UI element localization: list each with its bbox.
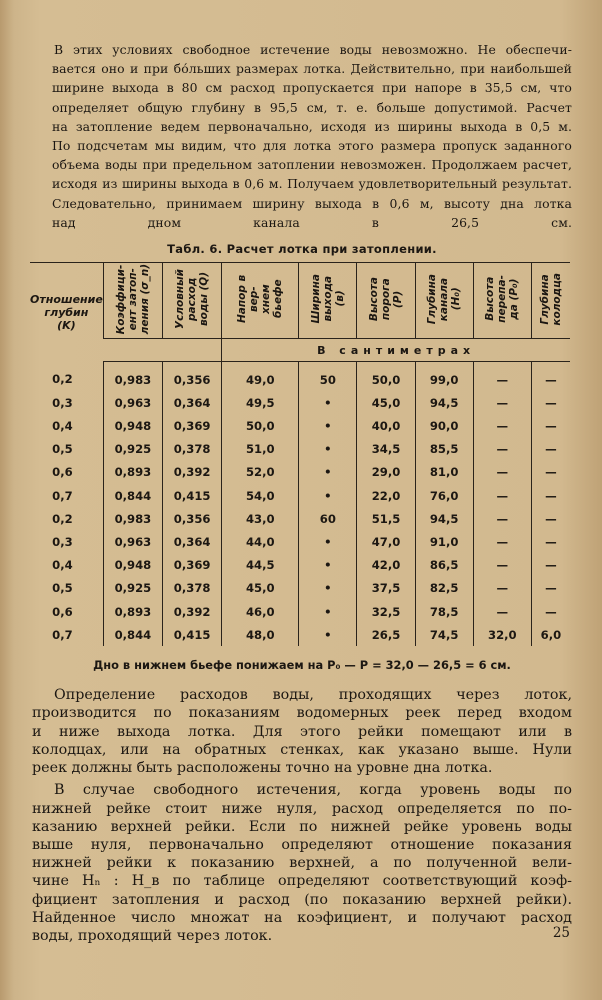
table-cell: 0,6	[52, 604, 73, 619]
table-row	[30, 577, 570, 600]
table-units-row	[30, 339, 570, 362]
table-cell: 0,378	[163, 438, 222, 461]
table-cell: 0,5	[52, 581, 73, 596]
table-cell: 22,0	[357, 484, 415, 507]
table-row	[30, 600, 570, 623]
table-row	[30, 507, 570, 530]
table-cell: 60	[299, 507, 357, 530]
table-cell: —	[531, 391, 570, 414]
text-line: над дном канала в 26,5 см.	[52, 214, 572, 230]
column-header-label: Высота порога (P)	[368, 276, 405, 322]
table-cell: 78,5	[415, 600, 473, 623]
table-cell: 94,5	[415, 507, 473, 530]
table-cell: 50,0	[222, 414, 299, 437]
column-header	[415, 263, 473, 339]
table-cell: 0,2	[52, 511, 73, 526]
table-cell: 0,6	[52, 465, 73, 480]
table-cell: —	[531, 600, 570, 623]
text-line: объема воды при предельном затоплении невозможен. Продолжаем расчет,	[52, 157, 572, 173]
table-cell: 0,392	[163, 600, 222, 623]
table-cell: 37,5	[357, 577, 415, 600]
table-cell: 0,3	[52, 395, 73, 410]
column-header	[473, 263, 531, 339]
table-row	[30, 554, 570, 577]
text-line: воды, проходящий через лоток.	[32, 927, 273, 944]
table-cell: 0,5	[52, 442, 73, 457]
table-cell: •	[299, 484, 357, 507]
column-header	[222, 263, 299, 339]
table-cell: •	[299, 530, 357, 553]
text-line: выше нуля, первоначально определяют отношение показания	[32, 836, 572, 853]
table-cell: 0,963	[103, 391, 162, 414]
table-cell: —	[531, 554, 570, 577]
text-line: Определение расходов воды, проходящих через лоток,	[54, 687, 572, 704]
table-cell: —	[531, 577, 570, 600]
table-row	[30, 484, 570, 507]
table-cell: 50	[299, 362, 357, 392]
table-cell: 0,3	[52, 534, 73, 549]
table-cell: 0,983	[103, 507, 162, 530]
table-cell: 42,0	[357, 554, 415, 577]
table-cell: —	[473, 362, 531, 392]
table-cell: 51,0	[222, 438, 299, 461]
text-line: исходя из ширины выхода в 0,6 м. Получаем удовлетворительный результат.	[52, 176, 572, 192]
units-label: В сантиметрах	[222, 339, 570, 362]
column-header	[531, 263, 570, 339]
paragraph-free-flow	[32, 781, 572, 945]
table-header-row	[30, 263, 570, 339]
text-line: нижней рейки к показанию верхней, а по полученной вели-	[32, 855, 572, 872]
table-cell: 40,0	[357, 414, 415, 437]
table-cell: 52,0	[222, 461, 299, 484]
table-cell: •	[299, 414, 357, 437]
table-cell: 0,844	[103, 623, 162, 646]
table-cell: —	[473, 484, 531, 507]
table-row	[30, 623, 570, 646]
table-cell: —	[473, 530, 531, 553]
table-cell: 82,5	[415, 577, 473, 600]
table-cell: 44,5	[222, 554, 299, 577]
table-cell: 99,0	[415, 362, 473, 392]
table-cell: —	[531, 484, 570, 507]
table-cell: 51,5	[357, 507, 415, 530]
table-cell: 32,5	[357, 600, 415, 623]
text-line: казанию верхней рейки. Если по нижней рейке уровень воды	[32, 818, 572, 835]
table-cell: 85,5	[415, 438, 473, 461]
table-body	[30, 362, 570, 647]
column-header	[163, 263, 222, 339]
table-cell: 45,0	[222, 577, 299, 600]
column-header-label: Высота перепа- да (P₀)	[484, 275, 521, 323]
text-line: В этих условиях свободное истечение воды невозможно. Не обеспечи-	[54, 42, 572, 57]
text-line: колодцах, или на обратных стенках, как указано выше. Нули	[32, 741, 572, 758]
table-cell: 32,0	[473, 623, 531, 646]
table-cell: 0,356	[163, 507, 222, 530]
column-header	[357, 263, 415, 339]
text-line: и ниже выхода лотка. Для этого рейки помещают или в	[32, 723, 572, 740]
column-header-label: Коэффици- ент затоп- ления (σ_n)	[114, 263, 151, 335]
table-cell: 49,0	[222, 362, 299, 392]
table-cell: 0,893	[103, 600, 162, 623]
table-title: Табл. 6. Расчет лотка при затоплении.	[167, 242, 437, 257]
table-cell: 48,0	[222, 623, 299, 646]
table-cell: •	[299, 438, 357, 461]
text-line: Следовательно, принимаем ширину выхода в 0,6 м, высоту дна лотка	[52, 195, 572, 211]
table-cell: —	[473, 461, 531, 484]
table-cell: 0,369	[163, 414, 222, 437]
text-line: В случае свободного истечения, когда уровень воды по	[54, 782, 572, 799]
table-cell: 44,0	[222, 530, 299, 553]
table-cell: 0,364	[163, 391, 222, 414]
table-cell: 0,4	[52, 558, 73, 573]
table-cell: 90,0	[415, 414, 473, 437]
column-header-label: Напор в вер- хнем бьефе	[236, 274, 285, 324]
table-cell: 34,5	[357, 438, 415, 461]
text-line: По подсчетам мы видим, что для лотка этого размера пропуск заданного	[52, 138, 572, 154]
table-cell: —	[473, 438, 531, 461]
table-cell: 50,0	[357, 362, 415, 392]
table-row	[30, 391, 570, 414]
table-cell: —	[531, 414, 570, 437]
table-cell: 26,5	[357, 623, 415, 646]
page-number: 25	[552, 925, 570, 941]
table-cell: •	[299, 577, 357, 600]
table-note: Дно в нижнем бьефе понижаем на P₀ — P = 32,0 — 26,5 = 6 см.	[93, 658, 511, 673]
table-cell: 0,364	[163, 530, 222, 553]
table-cell: •	[299, 391, 357, 414]
table-cell: —	[473, 507, 531, 530]
table-cell: 43,0	[222, 507, 299, 530]
table-cell: 29,0	[357, 461, 415, 484]
table-cell: 45,0	[357, 391, 415, 414]
column-header-label: Ширина выхода (в)	[309, 274, 346, 324]
text-line: реек должны быть расположены точно на уровне дна лотка.	[32, 760, 493, 777]
table-cell: —	[473, 600, 531, 623]
table-cell: 0,963	[103, 530, 162, 553]
paragraph-measurement	[32, 686, 572, 777]
column-header	[30, 263, 103, 362]
table-cell: 0,415	[163, 484, 222, 507]
table-cell: •	[299, 623, 357, 646]
table-cell: •	[299, 554, 357, 577]
table-cell: 94,5	[415, 391, 473, 414]
table-row	[30, 438, 570, 461]
table-cell: 54,0	[222, 484, 299, 507]
table-cell: 0,4	[52, 419, 73, 433]
table-cell: —	[473, 391, 531, 414]
column-header-label: Глубина канала (H₀)	[426, 273, 463, 325]
table-cell: —	[531, 438, 570, 461]
table-cell: 0,378	[163, 577, 222, 600]
table-cell: 91,0	[415, 530, 473, 553]
table-cell: 0,948	[103, 554, 162, 577]
table-cell: 0,2	[52, 372, 73, 387]
text-line: производится по показаниям водомерных реек перед входом	[32, 705, 572, 722]
table-cell: 0,356	[163, 362, 222, 392]
units-spacer	[103, 339, 221, 362]
table-cell: —	[531, 362, 570, 392]
table-cell: 0,392	[163, 461, 222, 484]
table-row	[30, 414, 570, 437]
table-cell: 0,925	[103, 577, 162, 600]
column-header	[299, 263, 357, 339]
table-cell: —	[531, 530, 570, 553]
table-cell: 0,893	[103, 461, 162, 484]
text-line: вается оно и при бо́льших размерах лотка. Действительно, при наибольшей	[52, 61, 572, 77]
table-cell: 74,5	[415, 623, 473, 646]
table-cell: 49,5	[222, 391, 299, 414]
table-cell: —	[531, 507, 570, 530]
text-line: определяет общую глубину в 95,5 см, т. е. больше допустимой. Расчет	[52, 99, 572, 115]
table-cell: —	[473, 414, 531, 437]
table-cell: 46,0	[222, 600, 299, 623]
text-line: нижней рейке стоит ниже нуля, расход определяется по по-	[32, 800, 572, 817]
text-line: на затопление ведем первоначально, исходя из ширины выхода в 0,5 м.	[52, 118, 572, 134]
table-cell: 0,925	[103, 438, 162, 461]
table-cell: 6,0	[531, 623, 570, 646]
table-cell: •	[299, 461, 357, 484]
paragraph-intro	[32, 40, 572, 232]
column-header-label: Отношение глубин (K)	[30, 292, 103, 332]
table-cell: 0,948	[103, 414, 162, 437]
column-header-label: Условный расход воды (Q)	[174, 269, 211, 330]
table-row	[30, 461, 570, 484]
column-header	[103, 263, 162, 339]
table-cell: 0,369	[163, 554, 222, 577]
table-cell: 81,0	[415, 461, 473, 484]
text-line: чине Hₙ : H_в по таблице определяют соответствующий коэф-	[32, 873, 572, 890]
table-cell: •	[299, 600, 357, 623]
table-cell: 0,983	[103, 362, 162, 392]
table-row	[30, 530, 570, 553]
table-cell: 47,0	[357, 530, 415, 553]
table-row	[30, 362, 570, 392]
text-line: ширине выхода в 80 см расход пропускается при напоре в 35,5 см, что	[52, 80, 572, 96]
table-cell: —	[473, 577, 531, 600]
table-cell: 0,7	[52, 627, 73, 642]
text-line: Найденное число множат на коэфициент, и получают расход	[32, 909, 572, 926]
table-cell: —	[531, 461, 570, 484]
table-cell: 86,5	[415, 554, 473, 577]
calc-table	[30, 262, 570, 646]
table-cell: 0,7	[52, 488, 73, 503]
table-cell: 0,415	[163, 623, 222, 646]
text-line: фициент затопления и расход (по показанию верхней рейки).	[32, 891, 572, 908]
column-header-label: Глубина колодца	[538, 272, 563, 326]
table-cell: 0,844	[103, 484, 162, 507]
table-cell: —	[473, 554, 531, 577]
table-cell: 76,0	[415, 484, 473, 507]
